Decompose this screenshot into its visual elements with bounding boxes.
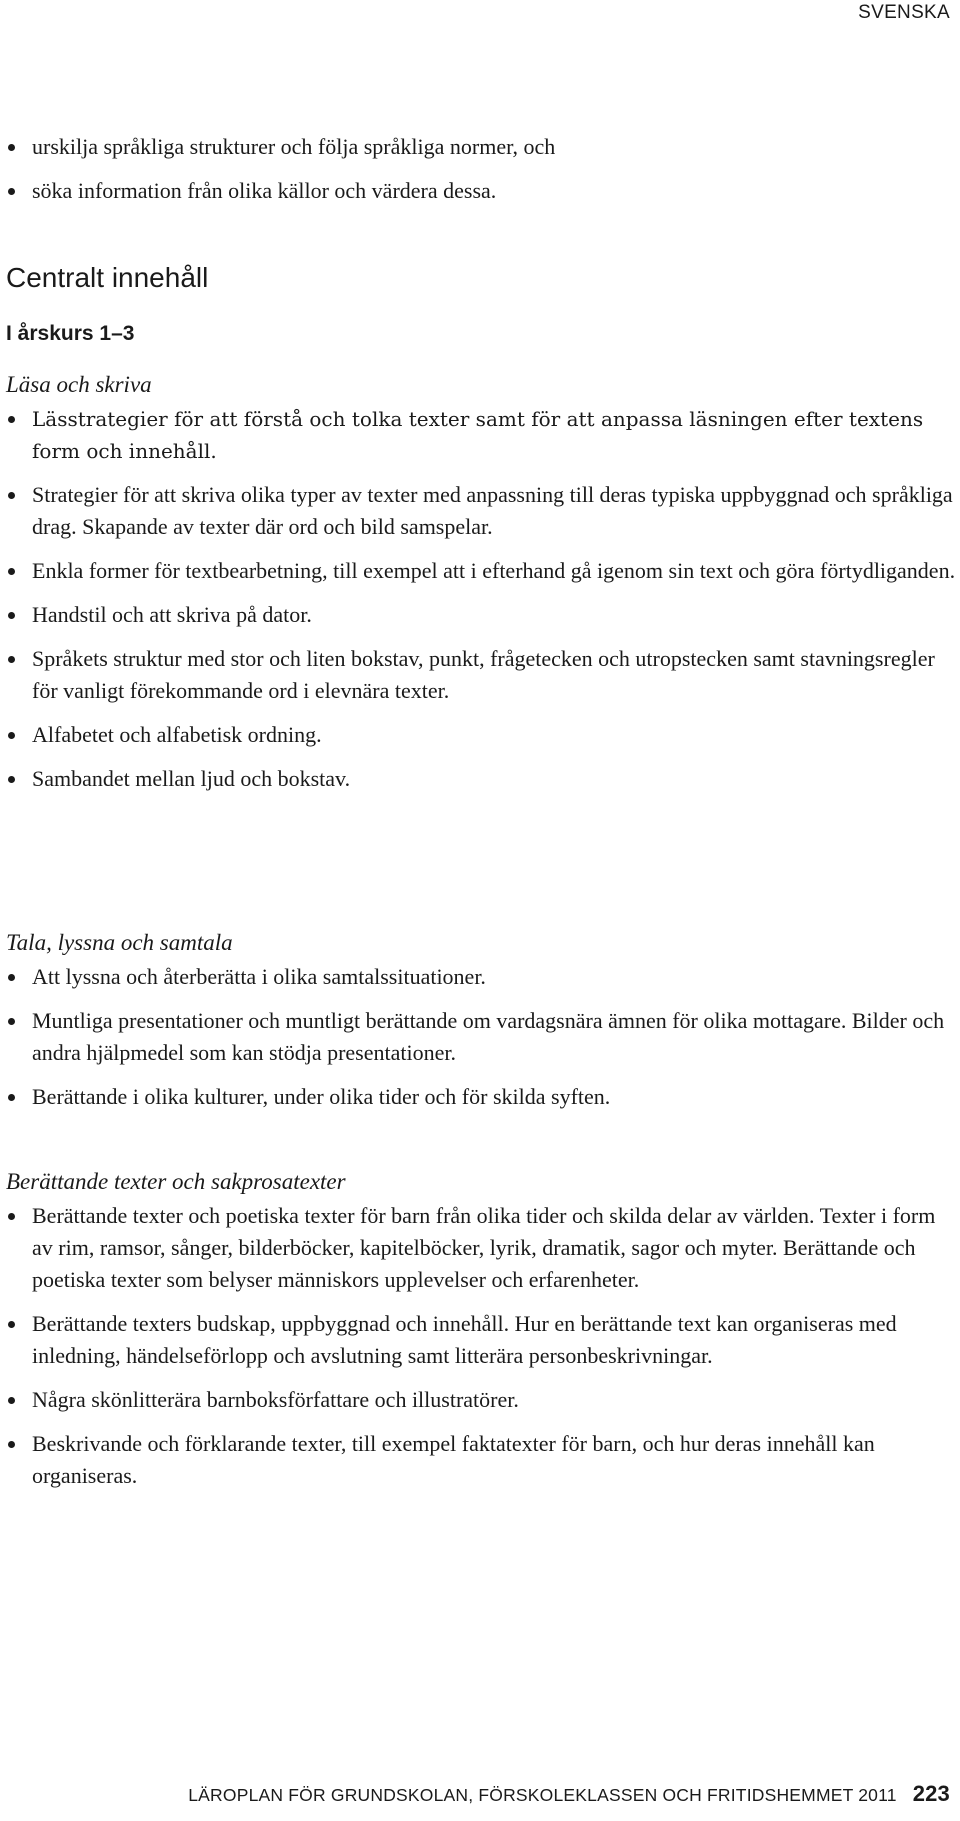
group-tala-lyssna-och-samtala (6, 927, 956, 1125)
list-item: Språkets struktur med stor och liten bokstav, punkt, frågetecken och utropstecken samt stavningsregler för vanligt förekommande ord i elevnära texter. (6, 643, 956, 707)
group-title: Tala, lyssna och samtala (6, 930, 233, 955)
group-berattande-texter-och-sakprosatexter (6, 1166, 956, 1504)
group-bullet-list (6, 1200, 956, 1492)
list-item: Att lyssna och återberätta i olika samtalssituationer. (6, 961, 956, 993)
list-item: Lässtrategier för att förstå och tolka texter samt för att anpassa läsningen efter textens form och innehåll. (6, 403, 956, 467)
section-title: Centralt innehåll (6, 262, 209, 293)
group-title: Berättande texter och sakprosatexter (6, 1169, 346, 1194)
list-item: Strategier för att skriva olika typer av texter med anpassning till deras typiska uppbyggnad och språkliga drag. Skapande av texter där ord och bild samspelar. (6, 479, 956, 543)
page-footer (66, 1781, 950, 1807)
list-item: Berättande i olika kulturer, under olika tider och för skilda syften. (6, 1081, 956, 1113)
group-bullet-list (6, 961, 956, 1113)
section-header-label: SVENSKA (858, 2, 950, 23)
list-item: Muntliga presentationer och muntligt berättande om vardagsnära ämnen för olika mottagare. Bilder och andra hjälpmedel som kan stödja presentationer. (6, 1005, 956, 1069)
footer-publication-title: LÄROPLAN FÖR GRUNDSKOLAN, FÖRSKOLEKLASSEN OCH FRITIDSHEMMET 2011 (188, 1785, 897, 1805)
list-item: Handstil och att skriva på dator. (6, 599, 956, 631)
list-item: Beskrivande och förklarande texter, till exempel faktatexter för barn, och hur deras innehåll kan organiseras. (6, 1428, 956, 1492)
group-lasa-och-skriva (6, 369, 956, 807)
list-item: söka information från olika källor och värdera dessa. (6, 175, 956, 207)
list-item: Alfabetet och alfabetisk ordning. (6, 719, 956, 751)
grade-title: I årskurs 1–3 (6, 322, 135, 345)
list-item: urskilja språkliga strukturer och följa språkliga normer, och (6, 131, 956, 163)
group-bullet-list (6, 403, 956, 795)
group-title: Läsa och skriva (6, 372, 152, 397)
intro-bullet-list (6, 131, 956, 219)
list-item: Sambandet mellan ljud och bokstav. (6, 763, 956, 795)
page-number: 223 (912, 1781, 950, 1806)
list-item: Enkla former för textbearbetning, till exempel att i efterhand gå igenom sin text och göra förtydliganden. (6, 555, 956, 587)
list-item: Berättande texter och poetiska texter för barn från olika tider och skilda delar av världen. Texter i form av rim, ramsor, sånger, bilderböcker, kapitelböcker, lyrik, dramatik, sagor och myter. Berättande och poetiska texter som belyser människors upplevelser och erfarenheter. (6, 1200, 956, 1296)
list-item: Några skönlitterära barnboksförfattare och illustratörer. (6, 1384, 956, 1416)
list-item: Berättande texters budskap, uppbyggnad och innehåll. Hur en berättande text kan organiseras med inledning, händelseförlopp och avslutning samt litterära personbeskrivningar. (6, 1308, 956, 1372)
